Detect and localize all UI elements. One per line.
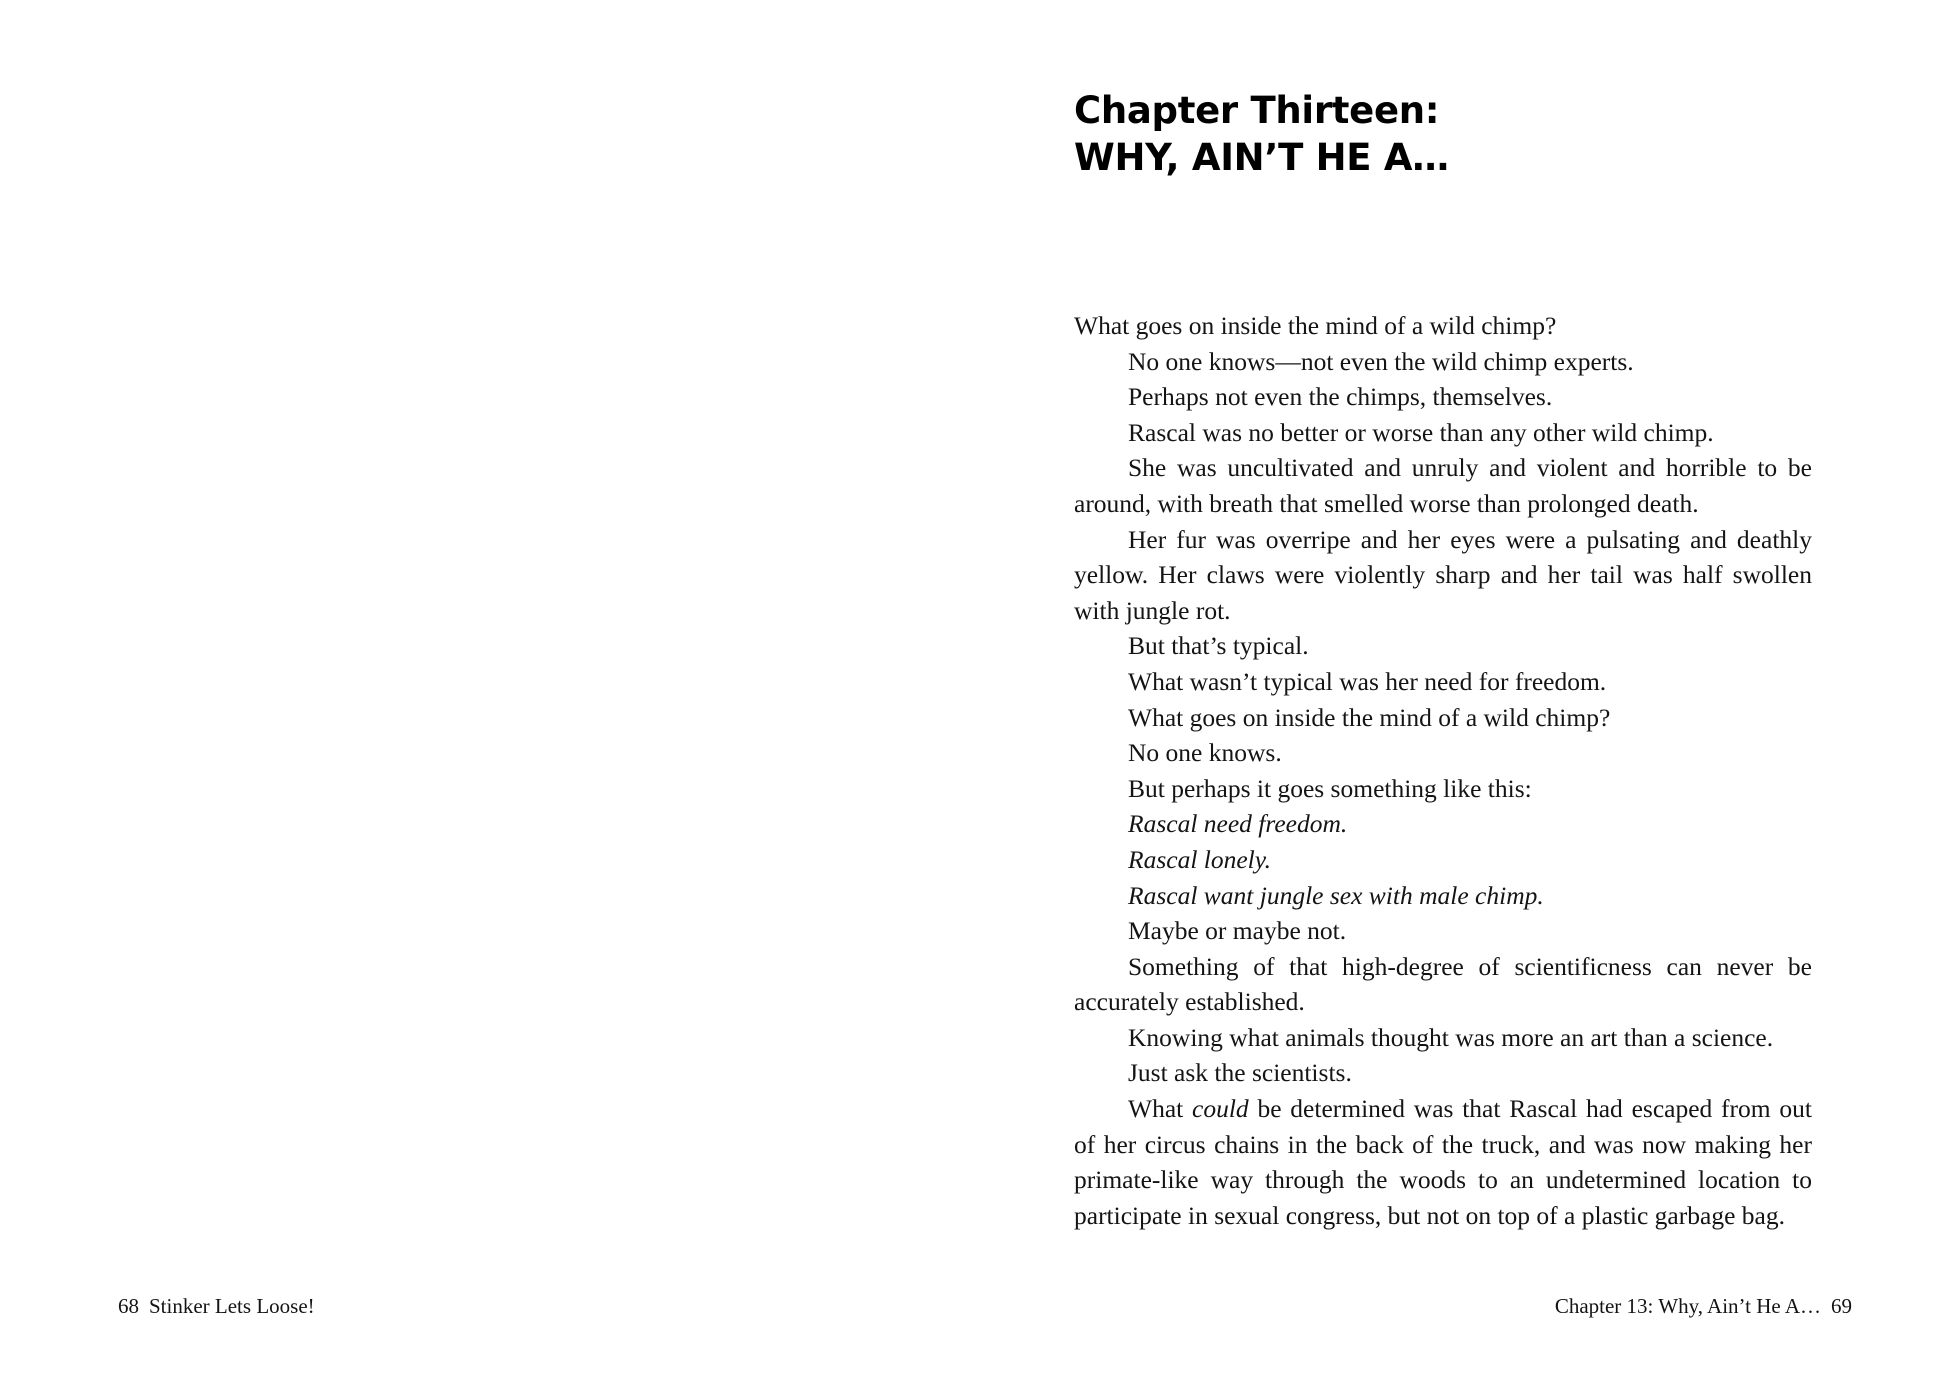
right-page-footer [1555, 1294, 1852, 1319]
body-paragraph: Knowing what animals thought was more an art than a science. [1128, 1022, 1774, 1052]
body-paragraph: But perhaps it goes something like this: [1128, 773, 1532, 803]
body-paragraph: What wasn’t typical was her need for freedom. [1128, 666, 1607, 696]
body-paragraph: No one knows. [1128, 738, 1282, 768]
chapter-title: WHY, AIN’T HE A… [1074, 135, 1449, 179]
body-paragraph: Rascal lonely. [1128, 844, 1272, 874]
chapter-label: Chapter Thirteen: [1074, 89, 1440, 132]
body-paragraph: Rascal want jungle sex with male chimp. [1128, 880, 1544, 910]
body-paragraph: Just ask the scientists. [1128, 1058, 1352, 1088]
body-paragraph: What could be determined was that Rascal had escaped from out of her circus chains in the back of the truck, and was now making her primate-like way through the woods to an undetermined location to participate in sexual congress, but not on top of a plastic garbage bag. [1074, 1094, 1812, 1230]
chapter-heading [1074, 88, 1834, 181]
chapter-body-text [1074, 308, 1812, 1233]
right-page-folio: 69 [1831, 1294, 1852, 1318]
body-paragraph: What goes on inside the mind of a wild chimp? [1128, 702, 1611, 732]
body-paragraph: She was uncultivated and unruly and violent and horrible to be around, with breath that smelled worse than prolonged death. [1074, 453, 1812, 518]
emphasis-text: could [1192, 1094, 1249, 1124]
body-paragraph: Something of that high-degree of scientificness can never be accurately established. [1074, 951, 1812, 1017]
body-paragraph: No one knows—not even the wild chimp experts. [1128, 346, 1634, 376]
left-page-footer [118, 1294, 315, 1319]
left-page-folio: 68 [118, 1294, 139, 1318]
left-page-running-head: Stinker Lets Loose! [149, 1294, 315, 1318]
right-page [974, 0, 1948, 1399]
body-paragraph: Perhaps not even the chimps, themselves. [1128, 382, 1553, 412]
body-paragraph: What goes on inside the mind of a wild chimp? [1074, 311, 1557, 340]
body-paragraph: Maybe or maybe not. [1128, 916, 1347, 946]
right-page-running-head: Chapter 13: Why, Ain’t He A… [1554, 1294, 1821, 1318]
body-paragraph: But that’s typical. [1128, 631, 1309, 661]
body-paragraph: Rascal was no better or worse than any other wild chimp. [1128, 417, 1714, 447]
body-paragraph: Her fur was overripe and her eyes were a pulsating and deathly yellow. Her claws were violently sharp and her tail was half swollen with jungle rot. [1074, 524, 1812, 625]
body-paragraph: Rascal need freedom. [1128, 809, 1348, 839]
